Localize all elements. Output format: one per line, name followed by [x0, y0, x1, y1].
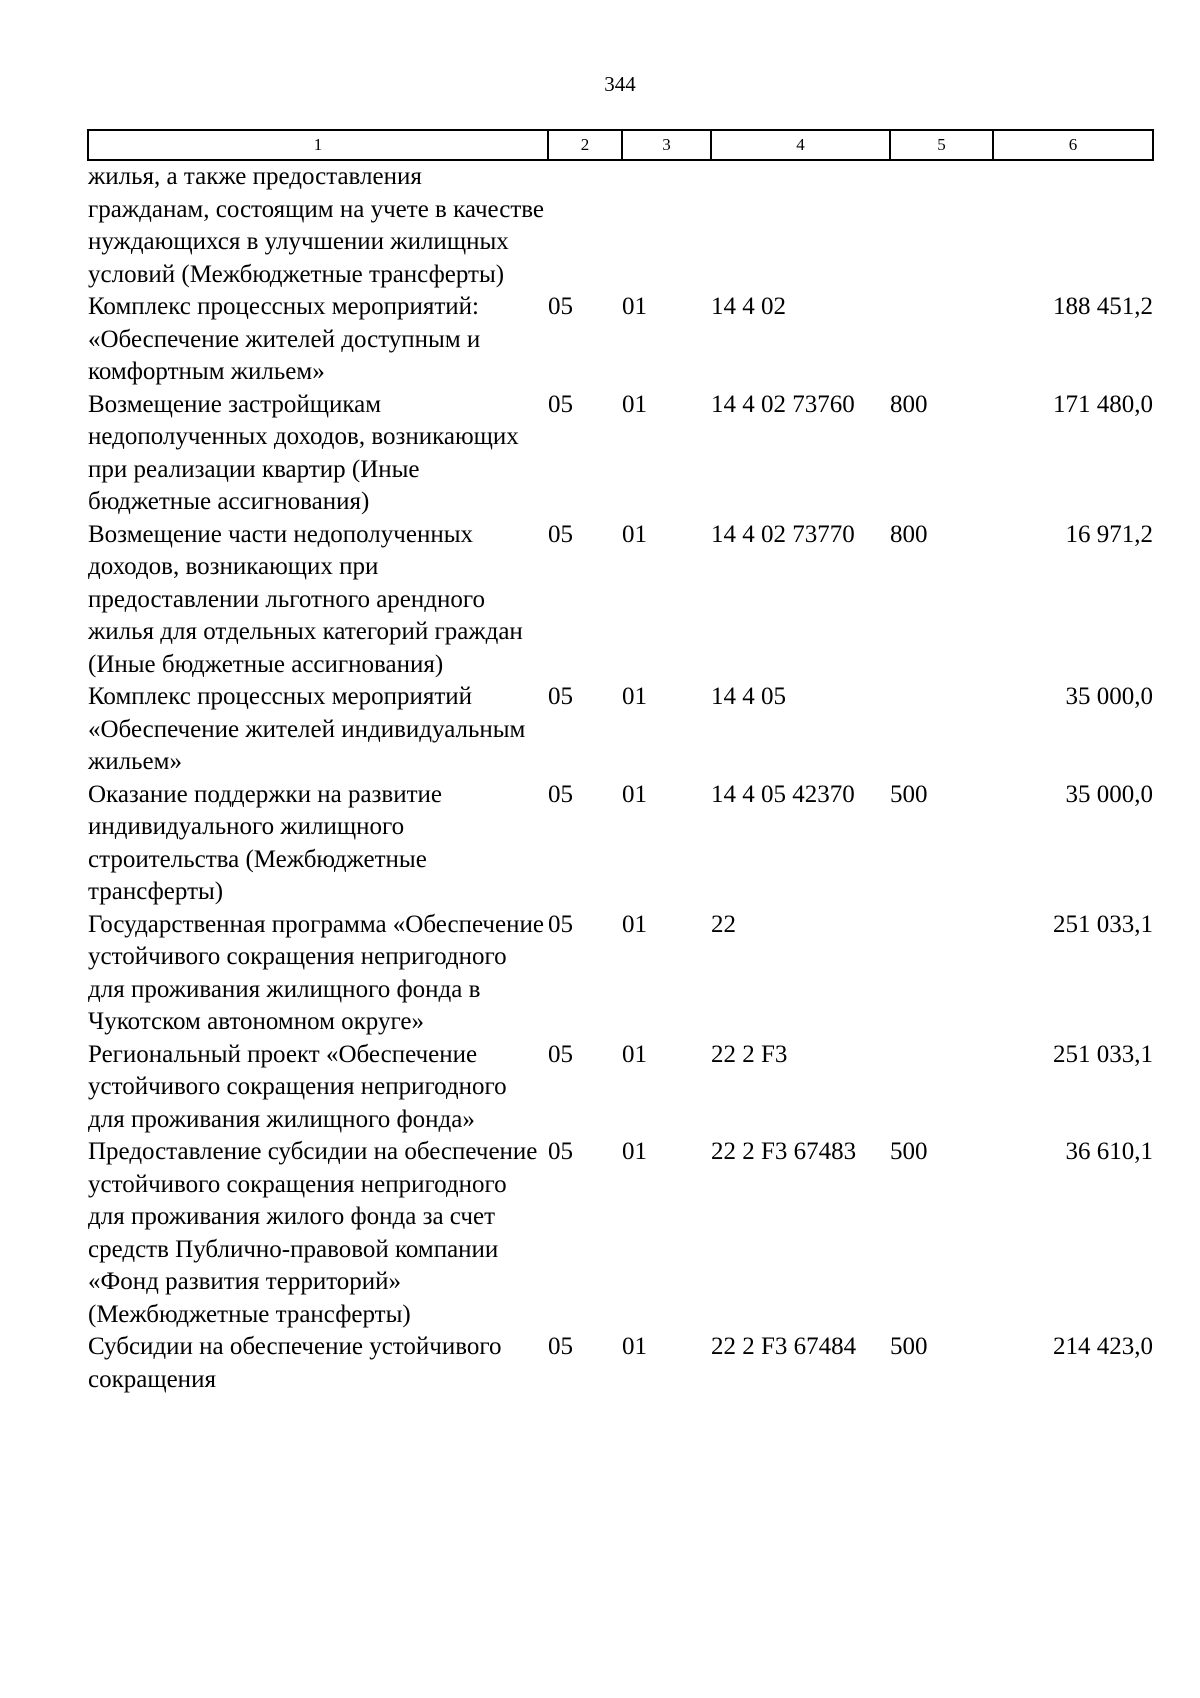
row-amount: 171 480,0 — [1053, 390, 1153, 418]
col-header-1: 1 — [88, 130, 548, 160]
row-section: 05 — [548, 683, 573, 710]
row-target-article: 22 2 F3 — [711, 1040, 788, 1068]
row-name: Государственная программа «Обеспечение устойчивого сокращения непригодного для проживания жилищного фонда в Чукотском автономном округе» — [88, 910, 544, 1035]
row-expense-type — [890, 681, 993, 779]
row-section: 05 — [548, 1333, 573, 1360]
row-amount — [993, 160, 1153, 291]
row-expense-type — [890, 160, 993, 291]
row-amount: 251 033,1 — [1053, 1040, 1153, 1068]
row-section: 05 — [548, 780, 573, 808]
col-header-4: 4 — [711, 130, 890, 160]
row-subsection: 01 — [622, 1040, 647, 1068]
row-name: Возмещение части недополученных доходов, возникающих при предоставлении льготного арендного жилья для отдельных категорий граждан (Иные бюджетные ассигнования) — [88, 520, 523, 678]
row-section: 05 — [548, 1138, 573, 1165]
table-row — [88, 160, 1153, 291]
row-amount: 214 423,0 — [1053, 1333, 1153, 1360]
row-expense-type: 500 — [890, 1138, 928, 1165]
table-row — [88, 1331, 1153, 1396]
row-section: 05 — [548, 910, 573, 938]
row-name: Комплекс процессных мероприятий: «Обеспечение жителей доступным и комфортным жильем» — [88, 293, 481, 385]
col-header-2: 2 — [548, 130, 622, 160]
table-row — [88, 779, 1153, 909]
row-subsection: 01 — [622, 1333, 647, 1360]
row-section: 05 — [548, 1040, 573, 1068]
row-amount: 188 451,2 — [1053, 293, 1153, 320]
row-target-article: 14 4 02 73770 — [711, 520, 855, 548]
row-amount: 36 610,1 — [1065, 1138, 1153, 1165]
row-subsection: 01 — [622, 1138, 647, 1165]
row-section: 05 — [548, 520, 573, 548]
table-row — [88, 681, 1153, 779]
row-target-article: 22 2 F3 67484 — [711, 1333, 857, 1360]
row-expense-type: 500 — [890, 1333, 928, 1360]
row-target-article: 22 2 F3 67483 — [711, 1138, 857, 1165]
row-expense-type — [890, 909, 993, 1039]
row-amount: 35 000,0 — [1065, 683, 1153, 710]
row-expense-type: 800 — [890, 390, 928, 418]
header-row — [88, 130, 1153, 160]
row-target-article: 14 4 02 — [711, 293, 786, 320]
row-name: Возмещение застройщикам недополученных доходов, возникающих при реализации квартир (Иные бюджетные ассигнования) — [88, 390, 519, 515]
col-header-6: 6 — [993, 130, 1153, 160]
row-subsection: 01 — [622, 780, 647, 808]
row-section: 05 — [548, 390, 573, 418]
row-expense-type — [890, 1039, 993, 1137]
table-row — [88, 1039, 1153, 1137]
row-name: Субсидии на обеспечение устойчивого сокращения — [88, 1333, 502, 1393]
table-row — [88, 1136, 1153, 1331]
row-subsection: 01 — [622, 293, 647, 320]
row-name: Комплекс процессных мероприятий «Обеспечение жителей индивидуальным жильем» — [88, 683, 526, 775]
row-target-article — [711, 160, 890, 291]
row-subsection: 01 — [622, 910, 647, 938]
row-name: жилья, а также предоставления гражданам, состоящим на учете в качестве нуждающихся в улучшении жилищных условий (Межбюджетные трансферты) — [88, 163, 545, 288]
row-expense-type: 500 — [890, 780, 928, 808]
budget-table — [87, 129, 1154, 1396]
row-subsection: 01 — [622, 683, 647, 710]
row-amount: 35 000,0 — [1065, 780, 1153, 808]
col-header-3: 3 — [622, 130, 711, 160]
row-subsection: 01 — [622, 390, 647, 418]
row-section — [548, 160, 622, 291]
row-target-article: 14 4 02 73760 — [711, 390, 855, 418]
table-row — [88, 519, 1153, 682]
row-name: Региональный проект «Обеспечение устойчивого сокращения непригодного для проживания жилищного фонда» — [88, 1040, 507, 1133]
row-expense-type — [890, 291, 993, 389]
row-subsection: 01 — [622, 520, 647, 548]
page-number: 344 — [604, 72, 636, 96]
row-name: Предоставление субсидии на обеспечение устойчивого сокращения непригодного для проживания жилого фонда за счет средств Публично-правовой компании «Фонд развития территорий» (Межбюджетные трансферты) — [88, 1138, 538, 1328]
row-target-article: 22 — [711, 910, 736, 938]
col-header-5: 5 — [890, 130, 993, 160]
table-row — [88, 291, 1153, 389]
row-amount: 251 033,1 — [1053, 910, 1153, 938]
row-section: 05 — [548, 293, 573, 320]
row-name: Оказание поддержки на развитие индивидуального жилищного строительства (Межбюджетные трансферты) — [88, 780, 443, 905]
row-expense-type: 800 — [890, 520, 928, 548]
table-row — [88, 389, 1153, 519]
row-amount: 16 971,2 — [1065, 520, 1153, 548]
row-target-article: 14 4 05 42370 — [711, 780, 855, 808]
row-subsection — [622, 160, 711, 291]
table-row — [88, 909, 1153, 1039]
row-target-article: 14 4 05 — [711, 683, 786, 710]
